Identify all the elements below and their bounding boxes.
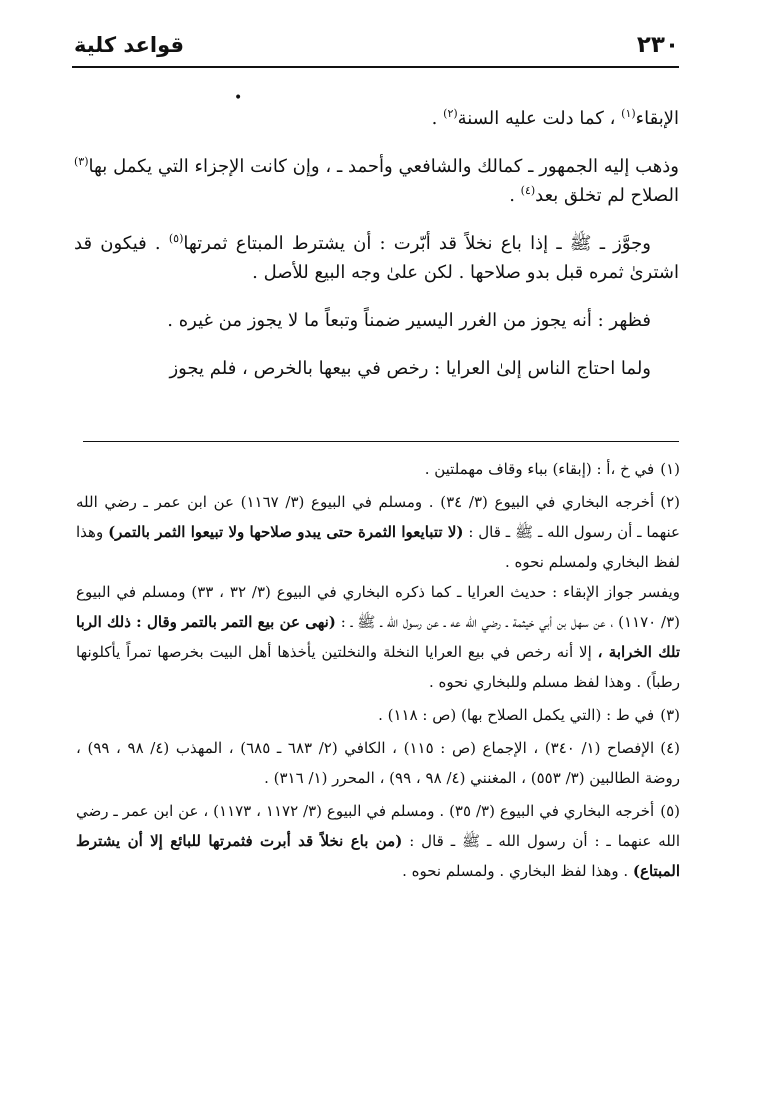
paragraph-3 <box>74 229 679 287</box>
footnote-ref-4: (٤) <box>520 184 536 197</box>
footnote-1 <box>76 454 680 484</box>
ink-speck: • <box>234 90 243 106</box>
running-title: قواعد كلية <box>74 33 184 57</box>
footnote-ref-2: (٢) <box>443 107 458 120</box>
footnote-ref-3: (٣) <box>74 155 89 168</box>
footnote-text: في ط : (التي يكمل الصلاح بها) (ص : ١١٨) . <box>378 706 655 724</box>
footnote-number: (٢) <box>660 493 680 511</box>
paragraph-2 <box>74 152 679 210</box>
p3-text-start: وجوَّز ـ ﷺ ـ إذا باع نخلاً قد أبّرت : أن يشترط المبتاع ثمرتها <box>183 233 651 254</box>
hadith-quote: (من باع نخلاً قد أبرت فثمرتها للبائع إلا أن يشترط المبتاع) <box>76 832 680 880</box>
header-rule <box>72 66 679 68</box>
footnote-text: الإفصاح (١/ ٣٤٠) ، الإجماع (ص : ١١٥) ، الكافي (٢/ ٦٨٣ ـ ٦٨٥) ، المهذب (٤/ ٩٨ ، ٩٩) ، روضة الطالبين (٣/ ٥٥٣) ، المغنني (٤/ ٩٨ ، ٩٩) ، المحرر (١/ ٣١٦) . <box>76 739 680 787</box>
p1-text-middle: ، كما دلت عليه السنة <box>457 108 616 129</box>
p1-text-start: الإبقاء <box>635 108 679 129</box>
footnote-number: (١) <box>660 460 680 478</box>
footnote-3 <box>76 700 680 730</box>
footnote-text: أخرجه البخاري في البيوع (٣/ ٣٥) . ومسلم في البيوع (٣/ ١١٧٢ ، ١١٧٣) ، عن ابن عمر ـ رضي الله عنهما ـ : أن رسول الله ـ ﷺ ـ قال : <box>76 802 680 850</box>
footnote-text: أخرجه البخاري في البيوع (٣/ ٣٤) . ومسلم في البيوع (٣/ ١١٦٧) عن ابن عمر ـ رضي الله عنهما ـ أن رسول الله ـ ﷺ ـ قال : <box>76 493 680 541</box>
main-text <box>74 104 679 402</box>
footnote-text: ويفسر جواز الإبقاء : حديث العرايا ـ كما ذكره البخاري في البيوع (٣/ ٣٢ ، ٣٣) ومسلم في البيوع (٣/ ١١٧٠) ، عن سهل بن أبي خيثمة ـ رضي الله عه ـ عن رسول الله ـ ﷺ ـ : <box>76 583 681 631</box>
footnote-separator <box>83 441 679 442</box>
p2-text-end: . <box>509 185 515 206</box>
footnote-ref-5: (٥) <box>168 232 184 245</box>
footnote-text: وهذا لفظ البخاري ولمسلم نحوه . <box>76 523 680 571</box>
hadith-quote: (نهى عن بيع التمر بالتمر وقال : ذلك الربا تلك الخرابة ، <box>76 613 680 661</box>
footnote-number: (٥) <box>660 802 681 820</box>
footnote-text: إلا أنه رخص في بيع العرايا النخلة والنخلتين يأخذها أهل البيت بخرصها تمراً يأكلونها رطباً) . وهذا لفظ مسلم وللبخاري نحوه . <box>76 643 680 691</box>
p3-text-end: . فيكون قد اشترىٰ ثمره قبل بدو صلاحها . لكن علىٰ وجه البيع للأصل . <box>74 233 679 283</box>
page-header <box>74 30 679 60</box>
footnote-number: (٤) <box>660 739 680 757</box>
footnote-5 <box>76 796 680 886</box>
p1-text-end: . <box>431 108 438 129</box>
footnote-text: . وهذا لفظ البخاري . ولمسلم نحوه . <box>402 862 629 880</box>
footnote-2 <box>76 487 680 697</box>
hadith-quote: (لا تتبايعوا الثمرة حتى يبدو صلاحها ولا تبيعوا الثمر بالتمر) <box>108 523 464 541</box>
footnote-4 <box>76 733 680 793</box>
paragraph-1 <box>74 104 679 133</box>
paragraph-5: ولما احتاج الناس إلىٰ العرايا : رخص في بيعها بالخرص ، فلم يجوز <box>169 358 651 379</box>
footnotes <box>76 454 680 889</box>
footnote-text: في خ ،أ : (إبقاء) بباء وقاف مهملتين . <box>424 460 655 478</box>
p2-text-start: وذهب إليه الجمهور ـ كمالك والشافعي وأحمد ـ ، وإن كانت الإجزاء التي يكمل بها <box>88 156 679 177</box>
footnote-number: (٣) <box>660 706 680 724</box>
page-number: ٢٣٠ <box>636 32 679 58</box>
footnote-ref-1: (١) <box>621 107 636 120</box>
paragraph-4: فظهر : أنه يجوز من الغرر اليسير ضمناً وتبعاً ما لا يجوز من غيره . <box>167 310 651 331</box>
p2-text-middle: الصلاح لم تخلق بعد <box>535 185 679 206</box>
